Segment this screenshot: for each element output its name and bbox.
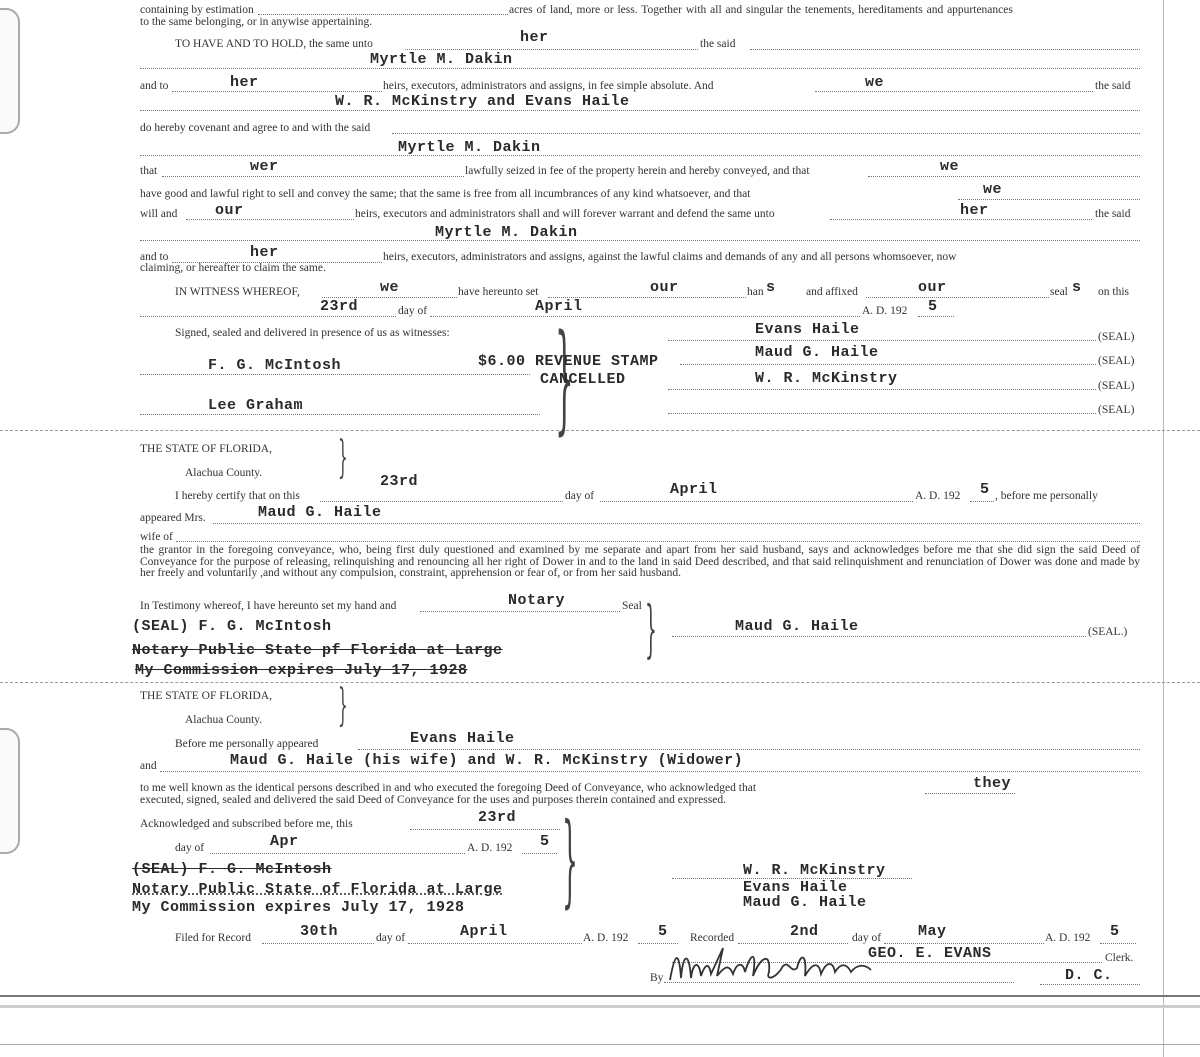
- lawful-right-value: we: [983, 181, 1003, 198]
- leader: [176, 541, 1140, 542]
- habendum-unto-value: her: [520, 29, 549, 46]
- day-of-label: day of: [398, 305, 428, 317]
- ad-label: A. D. 192: [915, 490, 961, 502]
- ad-label: A. D. 192: [583, 932, 629, 944]
- dower-notary-title: Notary Public State pf Florida at Large: [132, 642, 503, 659]
- leader: [430, 316, 860, 317]
- notary-brace: }: [645, 592, 657, 665]
- estimation-label: containing by estimation: [140, 4, 254, 16]
- leader: [160, 771, 1140, 772]
- binder-hole-top: [0, 8, 20, 134]
- leader: [1100, 943, 1136, 944]
- seal-label: (SEAL): [1098, 380, 1135, 392]
- leader: [958, 199, 1140, 200]
- and-to-2-value: her: [250, 244, 279, 261]
- leader: [320, 501, 563, 502]
- witness-brace: }: [555, 308, 574, 446]
- witness-label: IN WITNESS WHEREOF,: [175, 286, 300, 298]
- dower-month: April: [670, 481, 718, 498]
- will-and-label: will and: [140, 208, 178, 220]
- signed-label: Signed, sealed and delivered in presence of us as witnesses:: [175, 327, 450, 339]
- witness-who: we: [380, 279, 400, 296]
- day-of-label: day of: [376, 932, 406, 944]
- the-said-label: the said: [700, 38, 736, 50]
- grantor-notary-seal: (SEAL) F. G. McIntosh: [132, 861, 332, 878]
- and-label: and: [140, 760, 157, 772]
- warrant-text: heirs, executors and administrators shall and will forever warrant and defend the same unto: [355, 208, 775, 220]
- set-text: have hereunto set: [458, 286, 539, 298]
- leader: [140, 240, 1140, 241]
- grantee-name-2: Myrtle M. Dakin: [398, 139, 541, 156]
- wife-of-label: wife of: [140, 531, 173, 543]
- will-and-value: our: [215, 202, 244, 219]
- dower-commission: My Commission expires July 17, 1928: [135, 662, 468, 679]
- seal-label: (SEAL): [1098, 404, 1135, 416]
- leader: [410, 829, 560, 830]
- leader: [925, 793, 1015, 794]
- ad-label: A. D. 192: [862, 305, 908, 317]
- leader: [866, 297, 1049, 298]
- belonging-text: to the same belonging, or in anywise appertaining.: [140, 16, 373, 28]
- testimony-value: Notary: [508, 592, 566, 609]
- certify-text: I hereby certify that on this: [175, 490, 300, 502]
- dower-notary-seal: (SEAL) F. G. McIntosh: [132, 618, 332, 635]
- and-value: we: [865, 74, 885, 91]
- filed-label: Filed for Record: [175, 932, 252, 944]
- seal-label: (SEAL): [1098, 331, 1135, 343]
- hand-text: han: [747, 286, 764, 298]
- leader: [668, 340, 1096, 341]
- seal-label: (SEAL): [1098, 355, 1135, 367]
- grantor-month: Apr: [270, 833, 299, 850]
- deputy-clerk-signature: [665, 942, 905, 990]
- leader: [1040, 984, 1140, 985]
- grantor-signer: W. R. McKinstry: [743, 862, 886, 879]
- leader: [172, 91, 382, 92]
- grantor-signer: Evans Haile: [743, 879, 848, 896]
- subscribed-text: Acknowledged and subscribed before me, this: [140, 818, 353, 830]
- and-to-label: and to: [140, 80, 169, 92]
- grantor-notary-title: Notary Public State of Florida at Large: [132, 881, 503, 898]
- leader: [918, 316, 954, 317]
- lawful-right-text: have good and lawful right to sell and convey the same; that the same is free from all incumbrances of any kind whatsoever, and that: [140, 188, 751, 200]
- leader: [750, 49, 1140, 50]
- revenue-stamp: $6.00 REVENUE STAMP: [478, 353, 659, 370]
- affixed-text: and affixed: [806, 286, 858, 298]
- fee-simple-text: heirs, executors, administrators and assigns, in fee simple absolute. And: [383, 80, 714, 92]
- grantee-name-3: Myrtle M. Dakin: [435, 224, 578, 241]
- signer-name: Evans Haile: [755, 321, 860, 338]
- that-value: wer: [250, 158, 279, 175]
- witness-year-digit: 5: [928, 298, 938, 315]
- leader: [970, 501, 994, 502]
- day-of-label: day of: [565, 490, 595, 502]
- covenant-text: do hereby covenant and agree to and with the said: [140, 122, 371, 134]
- page-bottom-rule: [0, 1005, 1200, 1008]
- leader: [868, 176, 1140, 177]
- leader: [392, 133, 1140, 134]
- habendum-label: TO HAVE AND TO HOLD, the same unto: [175, 38, 373, 50]
- grantor-signer: Maud G. Haile: [743, 894, 867, 911]
- witness-month: April: [535, 298, 583, 315]
- leader: [358, 749, 1140, 750]
- leader: [140, 110, 1140, 111]
- grantee-name: Myrtle M. Dakin: [370, 51, 513, 68]
- leader: [258, 14, 508, 15]
- acres-text: acres of land, more or less. Together with all and singular the tenements, hereditaments and appurtenances: [509, 4, 1013, 16]
- page-bottom-rule: [0, 1044, 1200, 1045]
- signer-name: W. R. McKinstry: [755, 370, 898, 387]
- right-margin-line: [1163, 0, 1164, 1057]
- leader: [522, 853, 557, 854]
- and-to-value: her: [230, 74, 259, 91]
- recorded-label: Recorded: [690, 932, 735, 944]
- filed-day: 30th: [300, 923, 339, 940]
- leader: [420, 611, 620, 612]
- and-to-label: and to: [140, 251, 169, 263]
- grantors-names: W. R. McKinstry and Evans Haile: [335, 93, 630, 110]
- known-value: they: [973, 775, 1012, 792]
- leader: [884, 943, 1044, 944]
- clerk-name: GEO. E. EVANS: [868, 945, 992, 962]
- witness-name: F. G. McIntosh: [208, 357, 342, 374]
- day-of-label: day of: [175, 842, 205, 854]
- leader: [830, 219, 1092, 220]
- ad-label: A. D. 192: [1045, 932, 1091, 944]
- signer-seal-label: (SEAL.): [1088, 626, 1128, 638]
- leader: [140, 316, 396, 317]
- leader: [186, 219, 354, 220]
- testimony-text: In Testimony whereof, I have hereunto set my hand and: [140, 600, 397, 612]
- section-divider: [0, 682, 1200, 683]
- witness-day: 23rd: [320, 298, 359, 315]
- county-label: Alachua County.: [185, 714, 263, 726]
- leader: [140, 68, 1140, 69]
- that-label: that: [140, 165, 158, 177]
- recorded-day: 2nd: [790, 923, 819, 940]
- signer-name: Maud G. Haile: [755, 344, 879, 361]
- leader: [140, 414, 540, 415]
- the-said-label: the said: [1095, 80, 1131, 92]
- leader: [140, 155, 1140, 156]
- warrant-value: her: [960, 202, 989, 219]
- against-text: heirs, executors, administrators and assigns, against the lawful claims and demands of any and all persons whomsoever, now: [383, 251, 957, 263]
- known-text: to me well known as the identical persons described in and who executed the foregoing Deed of Conveyance, who acknowledged that: [140, 782, 757, 794]
- before-me-text: , before me personally: [995, 490, 1098, 502]
- state-label: THE STATE OF FLORIDA,: [140, 690, 272, 702]
- county-label: Alachua County.: [185, 467, 263, 479]
- leader: [668, 389, 1096, 390]
- leader: [815, 91, 1093, 92]
- grantor-year-digit: 5: [540, 833, 550, 850]
- hand-suffix: s: [766, 279, 776, 296]
- seized-text: lawfully seized in fee of the property herein and hereby conveyed, and that: [465, 165, 810, 177]
- the-said-label: the said: [1095, 208, 1131, 220]
- grantor-day: 23rd: [478, 809, 517, 826]
- notary-brace: }: [562, 801, 578, 918]
- leader: [408, 943, 582, 944]
- dower-appeared-name: Maud G. Haile: [258, 504, 382, 521]
- filed-year-digit: 5: [658, 923, 668, 940]
- by-label: By: [650, 972, 664, 984]
- dower-paragraph: the grantor in the foregoing conveyance, who, being first duly questioned and examined by me separate and apart from her said husband, says and acknowledges before me that she did sign the said Deed of Conveyance for the purpose of releasing, relinquishing and renouncing all her right of Dower in and to the land in said Deed described, and that said relinquishment and renunciation of Dower was done and made by her freely and voluntarily ,and without any compulsion, constraint, apprehension or fear of, or from her said husband.: [140, 544, 1140, 579]
- page-bottom-rule: [0, 995, 1200, 997]
- leader: [213, 523, 1140, 524]
- leader: [668, 413, 1096, 414]
- seal-suffix: s: [1072, 279, 1082, 296]
- leader: [162, 176, 464, 177]
- seal-word: Seal: [622, 600, 642, 612]
- stamp-cancelled: CANCELLED: [540, 371, 626, 388]
- leader: [262, 943, 374, 944]
- witness-name: Lee Graham: [208, 397, 304, 414]
- appeared-text: Before me personally appeared: [175, 738, 319, 750]
- state-brace: }: [338, 432, 348, 483]
- leader: [600, 501, 913, 502]
- dower-day: 23rd: [380, 473, 419, 490]
- leader: [405, 49, 698, 50]
- grantor-appeared-name: Evans Haile: [410, 730, 515, 747]
- binder-hole-bottom: [0, 728, 20, 854]
- leader: [140, 374, 530, 375]
- recorded-month: May: [918, 923, 947, 940]
- seal-owner: our: [918, 279, 947, 296]
- dower-year-digit: 5: [980, 481, 990, 498]
- executed-text: executed, signed, sealed and delivered the said Deed of Conveyance for the uses and purposes therein contained and expressed.: [140, 794, 726, 806]
- filed-month: April: [460, 923, 508, 940]
- dower-signer: Maud G. Haile: [735, 618, 859, 635]
- leader: [672, 636, 1086, 637]
- clerk-label: Clerk.: [1105, 952, 1134, 964]
- claiming-text: claiming, or hereafter to claim the same.: [140, 262, 326, 274]
- hand-owner: our: [650, 279, 679, 296]
- day-of-label: day of: [852, 932, 882, 944]
- recorded-year-digit: 5: [1110, 923, 1120, 940]
- seal-text: seal: [1050, 286, 1068, 298]
- seized-value: we: [940, 158, 960, 175]
- on-this-text: on this: [1098, 286, 1129, 298]
- leader: [680, 364, 1096, 365]
- state-brace: }: [338, 680, 348, 731]
- grantor-commission: My Commission expires July 17, 1928: [132, 899, 465, 916]
- leader: [210, 853, 465, 854]
- appeared-label: appeared Mrs.: [140, 512, 206, 524]
- deputy-clerk-label: D. C.: [1065, 967, 1113, 984]
- section-divider: [0, 430, 1200, 431]
- grantor-and-names: Maud G. Haile (his wife) and W. R. McKinstry (Widower): [230, 752, 744, 769]
- state-label: THE STATE OF FLORIDA,: [140, 443, 272, 455]
- ad-label: A. D. 192: [467, 842, 513, 854]
